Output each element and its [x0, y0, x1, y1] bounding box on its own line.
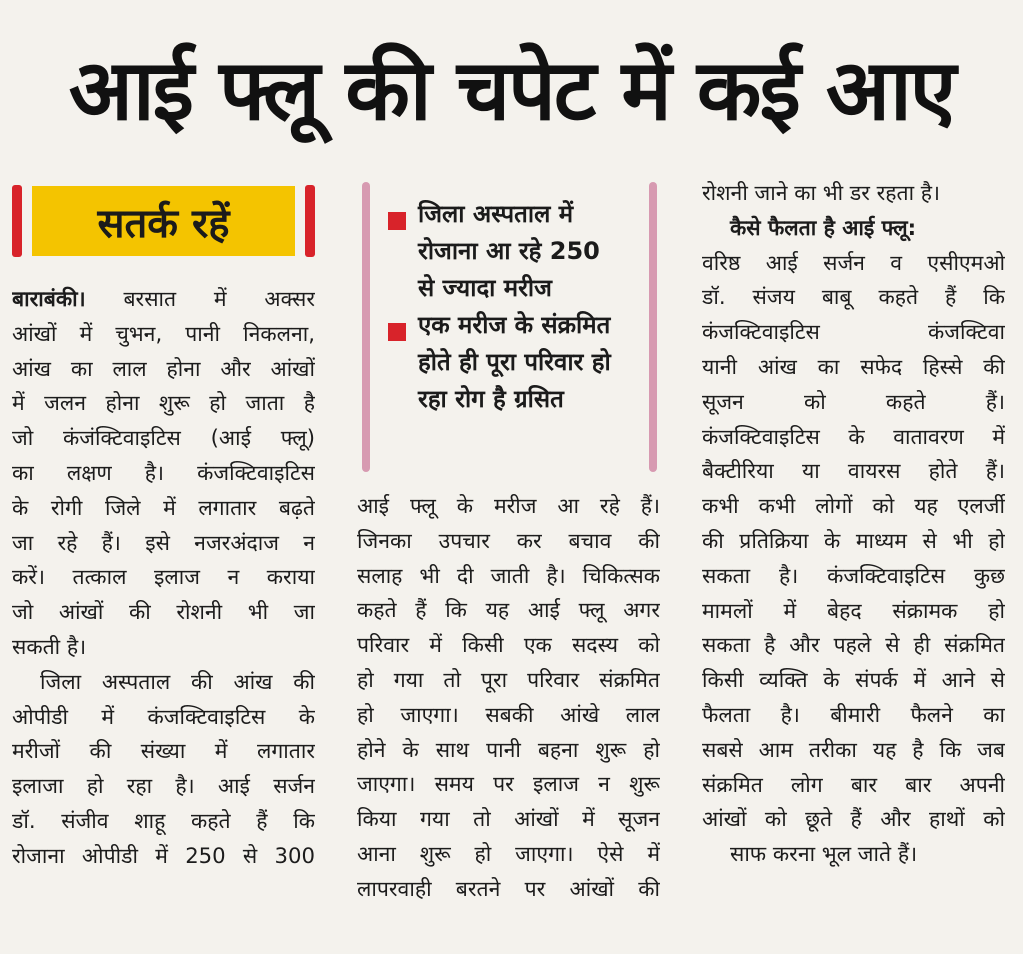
article-line: मरीजों की संख्या में लगातार [12, 738, 315, 764]
article-line: आंखों को छूते हैं और हाथों को [702, 806, 1005, 832]
callout-left-rule [362, 182, 370, 472]
callout-line: रहा रोग है ग्रसित [418, 385, 564, 413]
article-line: सूजन को कहते हैं। [702, 388, 1005, 414]
article-line: ओपीडी में कंजक्टिवाइटिस के [12, 703, 315, 729]
section-tag [12, 182, 315, 260]
article-line: आंखों में चुभन, पानी निकलना, [12, 320, 315, 346]
article-line: रोजाना ओपीडी में 250 से 300 [12, 842, 315, 868]
square-bullet-icon [388, 212, 406, 230]
article-column-1 [12, 282, 315, 874]
article-line: सलाह भी दी जाती है। चिकित्सक [357, 562, 660, 588]
article-line: जो कंजंक्टिवाइटिस (आई फ्लू) [12, 425, 315, 451]
headline: आई फ्लू की चपेट में कई आए [68, 41, 955, 139]
callout-line: जिला अस्पताल में [418, 200, 574, 228]
article-line: हो गया तो पूरा परिवार संक्रमित [357, 666, 660, 692]
tag-label: सतर्क रहें [32, 186, 295, 256]
callout-line: होते ही पूरा परिवार हो [418, 348, 611, 376]
article-line: लापरवाही बरतने पर आंखों की [357, 875, 660, 901]
article-column-2 [357, 489, 660, 907]
article-line: रोशनी जाने का भी डर रहता है। [702, 180, 941, 205]
callout-line: रोजाना आ रहे 250 [418, 237, 600, 265]
article-line: डॉ. संजीव शाहू कहते हैं कि [12, 807, 315, 833]
article-line: कहते हैं कि यह आई फ्लू अगर [357, 597, 660, 623]
article-line: सबसे आम तरीका यह है कि जब [702, 736, 1005, 762]
callout-line: एक मरीज के संक्रमित [418, 311, 611, 339]
tag-right-bar [305, 185, 315, 257]
callout-line: से ज्यादा मरीज [418, 274, 552, 302]
article-line: का लक्षण है। कंजक्टिवाइटिस [12, 459, 315, 485]
article-line: किया गया तो आंखों में सूजन [357, 806, 660, 832]
article-line: में जलन होना शुरू हो जाता है [12, 390, 315, 416]
article-line: बाराबंकी। बरसात में अक्सर [12, 286, 315, 311]
article-line: फैलता है। बीमारी फैलने का [702, 701, 1005, 727]
article-line: होने के साथ पानी बहना शुरू हो [357, 736, 660, 762]
dateline: बाराबंकी। [12, 286, 86, 311]
article-line: कभी कभी लोगों को यह एलर्जी [702, 493, 1005, 519]
article-line: हो जाएगा। सबकी आंखे लाल [357, 701, 660, 727]
article-line: वरिष्ठ आई सर्जन व एसीएमओ [702, 249, 1005, 275]
article-line: करें। तत्काल इलाज न कराया [12, 564, 315, 590]
tag-left-bar [12, 185, 22, 257]
article-column-3 [702, 176, 1005, 872]
article-line: सकती है। [12, 633, 87, 659]
article-line: जा रहे हैं। इसे नजरअंदाज न [12, 529, 315, 555]
article-line: यानी आंख का सफेद हिस्से की [702, 353, 1005, 379]
article-line: किसी व्यक्ति के संपर्क में आने से [702, 667, 1005, 693]
callout-item [388, 307, 657, 418]
article-line: बैक्टीरिया या वायरस होते हैं। [702, 458, 1005, 484]
article-line: कंजक्टिवाइटिस के वातावरण में [702, 423, 1005, 449]
article-line: डॉ. संजय बाबू कहते हैं कि [702, 284, 1005, 310]
article-line: जो आंखों की रोशनी भी जा [12, 599, 315, 625]
article-line: की प्रतिक्रिया के माध्यम से भी हो [702, 527, 1005, 553]
article-line: सकता है और पहले से ही संक्रमित [702, 632, 1005, 658]
article-line: कंजक्टिवाइटिस कंजक्टिवा [702, 319, 1005, 345]
article-line: जिनका उपचार कर बचाव की [357, 527, 660, 553]
highlight-callout [362, 182, 657, 472]
callout-item [388, 196, 657, 307]
article-line: परिवार में किसी एक सदस्य को [357, 632, 660, 658]
article-line: आंख का लाल होना और आंखों [12, 355, 315, 381]
subheading: कैसे फैलता है आई फ्लू: [730, 214, 917, 240]
article-line: साफ करना भूल जाते हैं। [730, 841, 918, 867]
article-line: सकता है। कंजक्टिवाइटिस कुछ [702, 562, 1005, 588]
article-line: के रोगी जिले में लगातार बढ़ते [12, 494, 315, 520]
article-line: आई फ्लू के मरीज आ रहे हैं। [357, 493, 660, 518]
article-line: जाएगा। समय पर इलाज न शुरू [357, 771, 660, 797]
article-line: मामलों में बेहद संक्रामक हो [702, 597, 1005, 623]
square-bullet-icon [388, 323, 406, 341]
article-line: संक्रमित लोग बार बार अपनी [702, 771, 1005, 797]
article-line: आना शुरू हो जाएगा। ऐसे में [357, 840, 660, 866]
article-line: इलाजा हो रहा है। आई सर्जन [12, 773, 315, 799]
article-line: जिला अस्पताल की आंख की [40, 668, 315, 694]
